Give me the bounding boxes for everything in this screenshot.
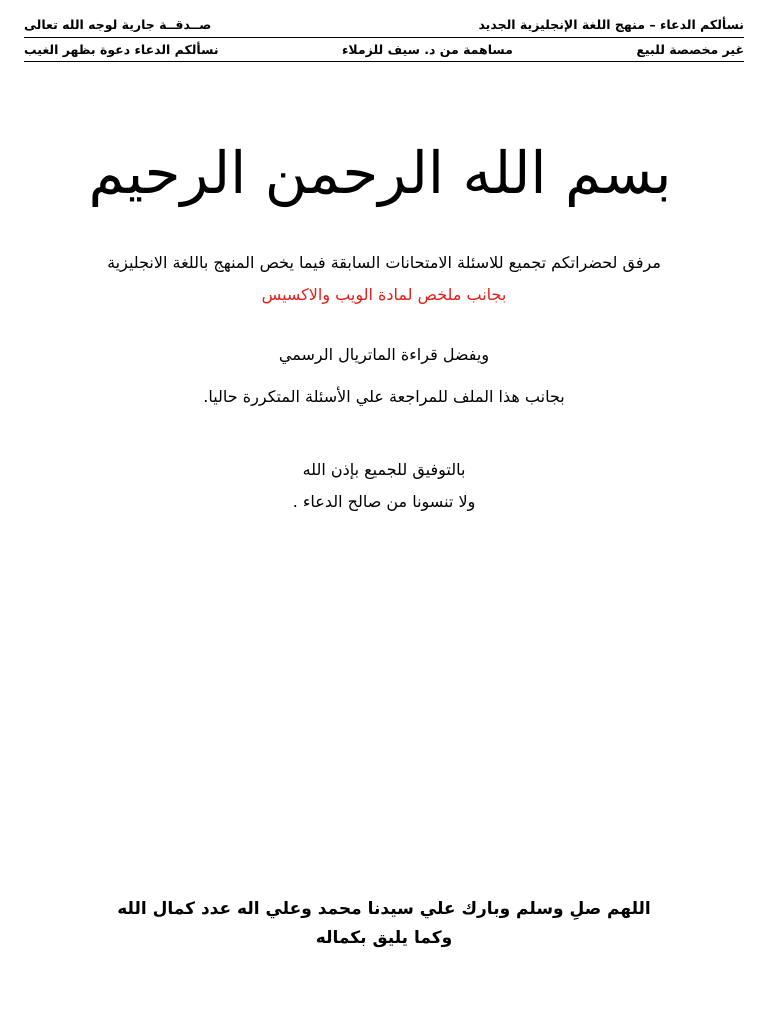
summary-note-red: بجانب ملخص لمادة الويب والاكسيس xyxy=(261,285,507,304)
header-prayer-request: نسألكم الدعاء دعوة بظهر الغيب xyxy=(24,42,219,57)
header-rule-top xyxy=(24,37,744,38)
intro-line: مرفق لحضراتكم تجميع للاسئلة الامتحانات السابقة فيما يخص المنهج باللغة الانجليزية xyxy=(107,253,661,272)
header-row-bottom xyxy=(24,42,744,58)
header-curriculum-note: نسألكم الدعاء – منهج اللغة الإنجليزية الجديد xyxy=(478,17,744,32)
header-row-top xyxy=(24,17,744,33)
closing-prayer-line-1: اللهم صلِ وسلم وبارك علي سيدنا محمد وعلي اله عدد كمال الله xyxy=(117,899,651,919)
dua-request-line: ولا تنسونا من صالح الدعاء . xyxy=(292,492,476,511)
material-advice: ويفضل قراءة الماتريال الرسمي xyxy=(278,345,490,364)
closing-prayer-line-2: وكما يليق بكماله xyxy=(315,928,453,948)
header-contribution: مساهمة من د. سيف للزملاء xyxy=(342,42,513,57)
good-luck-line: بالتوفيق للجميع بإذن الله xyxy=(302,460,466,479)
header-charity-note: صــدقــة جارية لوجه الله تعالى xyxy=(24,17,212,32)
header-not-for-sale: غير مخصصة للبيع xyxy=(636,42,744,57)
header-rule-bottom xyxy=(24,61,744,62)
review-note: بجانب هذا الملف للمراجعة علي الأسئلة المتكررة حاليا. xyxy=(203,387,565,406)
basmala-calligraphy: بسم الله الرحمن الرحيم xyxy=(88,139,672,207)
